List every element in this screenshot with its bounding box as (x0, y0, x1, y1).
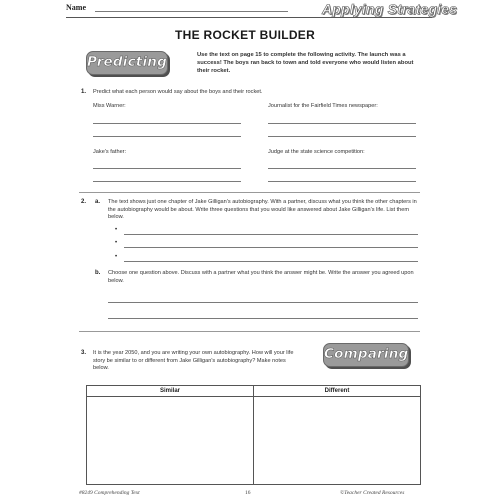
person-judge: Judge at the state science competition: (268, 149, 365, 155)
question-line[interactable] (124, 247, 418, 248)
answer-line[interactable] (268, 136, 416, 137)
answer-line[interactable] (268, 123, 416, 124)
comparison-table (86, 385, 421, 485)
page-number: 16 (245, 490, 251, 496)
answer-line[interactable] (93, 181, 241, 182)
predicting-badge-label: Predicting (87, 54, 167, 70)
answer-line[interactable] (108, 302, 418, 303)
q1-number: 1. (81, 89, 87, 95)
answer-line[interactable] (268, 168, 416, 169)
name-label: Name (66, 3, 86, 12)
section-divider (79, 331, 420, 332)
q1-text: Predict what each person would say about the boys and their rocket. (93, 89, 263, 95)
bullet-icon: • (115, 254, 118, 260)
bullet-icon: • (115, 227, 118, 233)
section-divider (79, 192, 420, 193)
header-rule (66, 17, 432, 18)
q2a-text: The text shows just one chapter of Jake Gilligan's autobiography. With a partner, discuss what you think the other chapters in the autobiography would be about. Write three questions that you would like answered about Jake Gilligan's life. List them below. (108, 199, 417, 221)
different-header-label: Different (324, 388, 350, 394)
q3-number: 3. (81, 350, 87, 356)
person-jakes-father: Jake's father: (93, 149, 127, 155)
different-header (254, 386, 421, 397)
intro-text: Use the text on page 15 to complete the following activity. The launch was a success! The boys ran back to town and told everyone who would listen about their rocket. (197, 52, 414, 74)
answer-line[interactable] (268, 181, 416, 182)
comparing-badge-label: Comparing (324, 346, 409, 362)
name-line[interactable] (95, 11, 288, 12)
person-journalist: Journalist for the Fairfield Times newspaper: (268, 103, 378, 109)
different-notes-cell[interactable] (254, 397, 421, 485)
similar-notes-cell[interactable] (87, 397, 254, 485)
q2b-label: b. (95, 270, 101, 276)
footer-right: ©Teacher Created Resources (340, 490, 405, 496)
person-miss-warner: Miss Warner: (93, 103, 126, 109)
q2-number: 2. (81, 199, 87, 205)
answer-line[interactable] (108, 318, 418, 319)
similar-header (87, 386, 254, 397)
question-line[interactable] (124, 234, 418, 235)
section-title: Applying Strategies (322, 1, 458, 17)
question-line[interactable] (124, 261, 418, 262)
q2b-text: Choose one question above. Discuss with a partner what you think the answer might be. Write the answer you agreed upon below. (108, 270, 414, 284)
bullet-icon: • (115, 240, 118, 246)
page-title: THE ROCKET BUILDER (175, 28, 316, 42)
answer-line[interactable] (93, 123, 241, 124)
answer-line[interactable] (93, 136, 241, 137)
answer-line[interactable] (93, 168, 241, 169)
comparing-badge (323, 343, 409, 367)
footer-left: #8249 Comprehending Text (79, 490, 140, 496)
q3-text: It is the year 2050, and you are writing your own autobiography. How will your life story be similar to or different from Jake Gilligan's autobiography? Make notes below. (93, 350, 294, 372)
similar-header-label: Similar (159, 388, 180, 394)
predicting-badge (86, 51, 168, 75)
q2a-label: a. (95, 199, 101, 205)
